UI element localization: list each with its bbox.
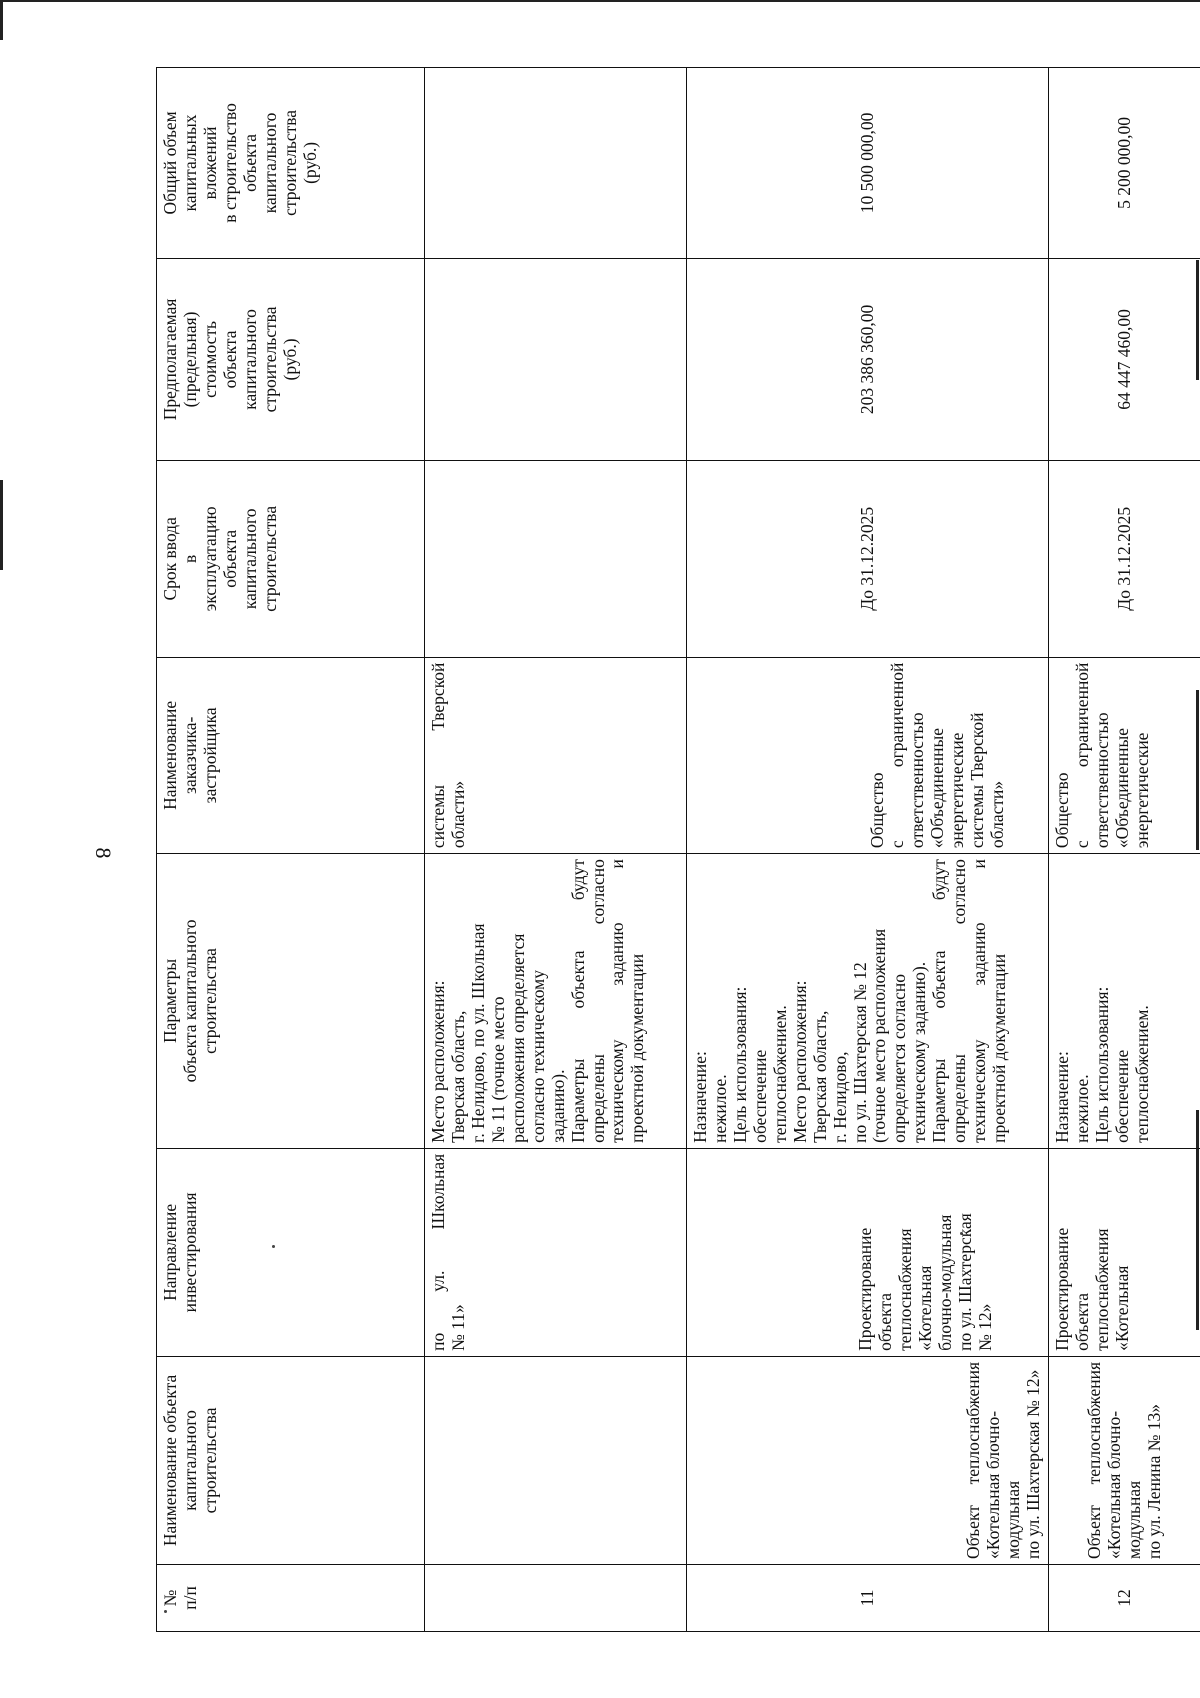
row-investment: 5 200 000,00 xyxy=(1049,68,1200,259)
row-direction: Проектирование объекта теплоснабжения «Котельная xyxy=(1049,1148,1200,1356)
header-customer: Наименование заказчика- застройщика xyxy=(157,657,425,854)
row-deadline: До 31.12.2025 xyxy=(687,461,1049,658)
row-cost xyxy=(425,258,687,460)
header-name: Наименование объекта капитального строительства xyxy=(157,1356,425,1564)
row-cost: 64 447 460,00 xyxy=(1049,258,1200,460)
header-num: № п/п xyxy=(157,1564,425,1631)
row-cost: 203 386 360,00 xyxy=(687,258,1049,460)
scan-edge-left-mark xyxy=(0,480,3,570)
capital-construction-table xyxy=(156,67,1200,1632)
row-num: 12 xyxy=(1049,1564,1200,1631)
row-direction: по ул. Школьная № 11» xyxy=(425,1148,687,1356)
scan-edge-top xyxy=(0,0,1200,2)
row-num xyxy=(425,1564,687,1631)
scan-edge-left-mark xyxy=(0,0,3,40)
row-params: Назначение: нежилое. Цель использования: обеспечение теплоснабжением. xyxy=(1049,854,1200,1149)
table-row xyxy=(687,68,1049,1632)
page-number: 8 xyxy=(91,847,116,859)
row-name xyxy=(425,1356,687,1564)
header-cost: Предполагаемая (предельная) стоимость объекта капитального строительства (руб.) xyxy=(157,258,425,460)
table-row xyxy=(425,68,687,1632)
row-customer: Общество с ограниченной ответственностью «Объединенные энергетические системы Тверской области» xyxy=(687,657,1049,854)
row-name: Объект теплоснабжения «Котельная блочно-модульная по ул. Шахтерская № 12» xyxy=(687,1356,1049,1564)
row-deadline: До 31.12.2025 xyxy=(1049,461,1200,658)
row-direction: Проектирование объекта теплоснабжения «Котельная блочно-модульная по ул. Шахтерская № 12» xyxy=(687,1148,1049,1356)
row-investment xyxy=(425,68,687,259)
table-row xyxy=(1049,68,1200,1632)
header-params: Параметры объекта капитального строительства xyxy=(157,854,425,1149)
row-params: Место расположения: Тверская область, г. Нелидово, по ул. Школьная № 11 (точное место расположения определяется согласно техническому заданию). Параметры объекта будут определены согласно техническому заданию и проектной документации xyxy=(425,854,687,1149)
row-customer: Общество с ограниченной ответственностью «Объединенные энергетические xyxy=(1049,657,1200,854)
header-deadline: Срок ввода в эксплуатацию объекта капитального строительства xyxy=(157,461,425,658)
row-params: Назначение: нежилое. Цель использования: обеспечение теплоснабжением. Место расположения: Тверская область, г. Нелидово, по ул. Шахтерская № 12 (точное место расположения определяется согласно техническому заданию). Параметры объекта будут определены согласно техническому заданию и проектной документации xyxy=(687,854,1049,1149)
header-investment: Общий объем капитальных вложений в строительство объекта капитального строительства (руб.) xyxy=(157,68,425,259)
header-direction: Направление инвестирования xyxy=(157,1148,425,1356)
row-customer: системы Тверской области» xyxy=(425,657,687,854)
rotated-table-wrapper xyxy=(156,67,1200,1632)
table-header-row xyxy=(157,68,425,1632)
row-investment: 10 500 000,00 xyxy=(687,68,1049,259)
row-deadline xyxy=(425,461,687,658)
row-num: 11 xyxy=(687,1564,1049,1631)
row-name: Объект теплоснабжения «Котельная блочно-модульная по ул. Ленина № 13» xyxy=(1049,1356,1200,1564)
